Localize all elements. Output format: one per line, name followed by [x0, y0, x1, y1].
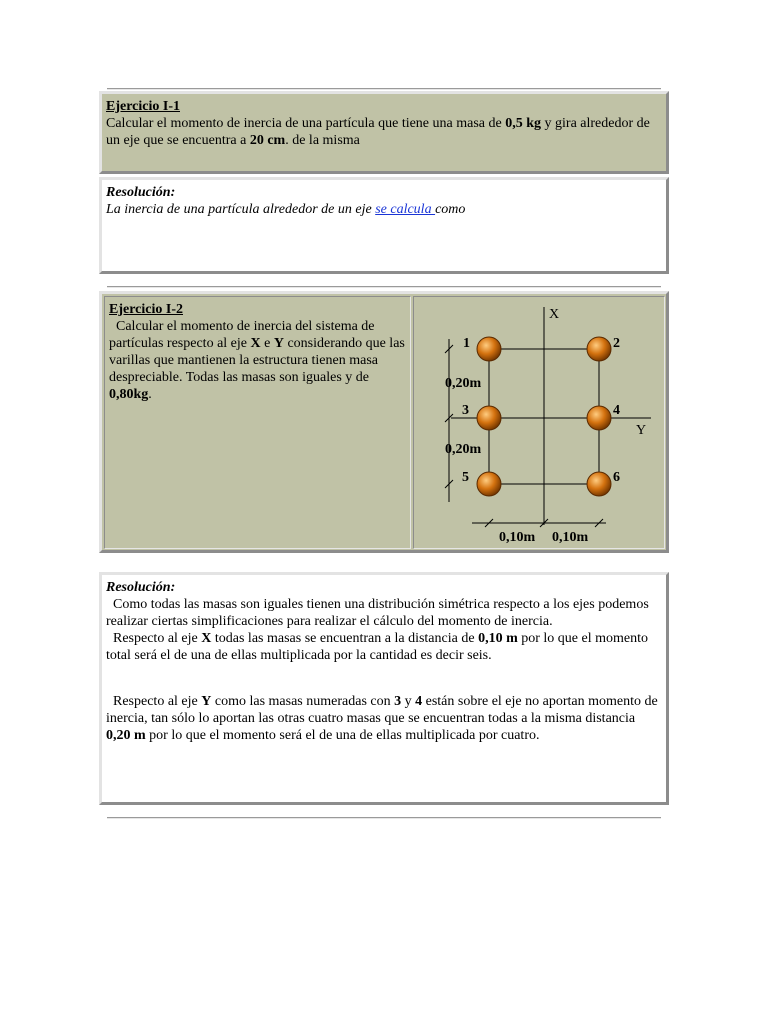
se-calcula-link[interactable]: se calcula: [375, 202, 436, 217]
resolution-2-paragraph-1: Como todas las masas son iguales tienen una distribución simétrica respecto a los ejes podemos realizar ciertas simplificaciones para realizar el cálculo del momento de inercia.: [106, 597, 653, 629]
horizontal-dimension-1: 0,10m: [499, 530, 536, 545]
mass-label-1: 1: [463, 336, 470, 351]
divider-bottom: [107, 817, 661, 819]
mass-6: [587, 472, 611, 496]
exercise-2-text-cell: [104, 296, 411, 549]
inertia-diagram: [414, 297, 664, 548]
resolution-2-box: [99, 572, 669, 805]
exercise-2-title: Ejercicio I-2: [109, 302, 183, 317]
divider-middle: [107, 286, 661, 288]
divider-top: [107, 88, 661, 90]
exercise-2-diagram-cell: [413, 296, 665, 549]
exercise-1-text: Calcular el momento de inercia de una partícula que tiene una masa de 0,5 kg y gira alrededor de un eje que se encuentra a 20 cm. de la misma: [106, 116, 650, 148]
exercise-2-box: [99, 291, 669, 553]
mass-label-2: 2: [613, 336, 620, 351]
exercise-1-mass: 0,5 kg: [505, 116, 542, 131]
resolution-2-title: Resolución:: [106, 580, 176, 595]
exercise-1-title: Ejercicio I-1: [106, 99, 180, 114]
resolution-1-title: Resolución:: [106, 185, 176, 200]
mass-3: [477, 406, 501, 430]
mass-label-3: 3: [462, 403, 469, 418]
exercise-2-mass: 0,80kg: [109, 387, 149, 402]
mass-2: [587, 337, 611, 361]
mass-label-4: 4: [613, 403, 620, 418]
axis-y-label: Y: [636, 423, 647, 438]
mass-4: [587, 406, 611, 430]
mass-label-6: 6: [613, 470, 620, 485]
resolution-1-box: [99, 177, 669, 274]
exercise-1-distance: 20 cm: [249, 133, 286, 148]
resolution-2-paragraph-2: Respecto al eje X todas las masas se encuentran a la distancia de 0,10 m por lo que el momento total será el de una de ellas multiplicada por la cantidad es decir seis.: [106, 631, 652, 663]
mass-label-5: 5: [462, 470, 469, 485]
mass-5: [477, 472, 501, 496]
resolution-1-text: La inercia de una partícula alrededor de un eje se calcula como: [106, 202, 466, 217]
axis-x-label: X: [549, 307, 560, 322]
exercise-1-box: [99, 91, 669, 174]
resolution-2-paragraph-3: Respecto al eje Y como las masas numeradas con 3 y 4 están sobre el eje no aportan momento de inercia, tan sólo lo aportan las otras cuatro masas que se encuentran todas a la misma distancia 0,20 m por lo que el momento será el de una de ellas multiplicada por cuatro.: [106, 694, 662, 743]
vertical-dimension-1: 0,20m: [445, 376, 482, 391]
horizontal-dimension-2: 0,10m: [552, 530, 589, 545]
mass-1: [477, 337, 501, 361]
vertical-dimension-2: 0,20m: [445, 442, 482, 457]
exercise-2-text: Calcular el momento de inercia del sistema de partículas respecto al eje X e Y considerando que las varillas que mantienen la estructura tienen masa despreciable. Todas las masas son iguales y de 0,80kg.: [109, 319, 409, 402]
